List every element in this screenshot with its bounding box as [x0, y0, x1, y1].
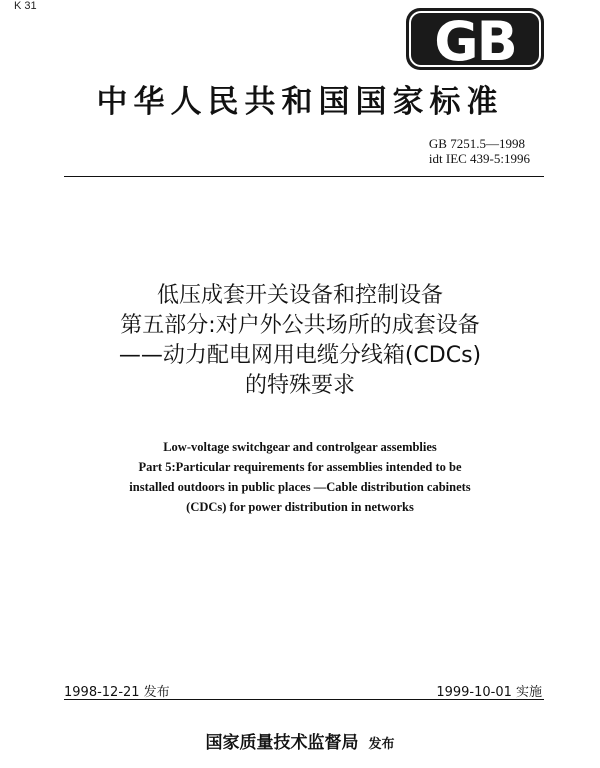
ics-classification [14, 0, 37, 12]
english-title-line-3: installed outdoors in public places —Cable distribution cabinets [129, 480, 471, 494]
top-divider [64, 176, 544, 177]
issuer-action: 发布 [368, 737, 395, 752]
classification-code: K 31 [14, 0, 37, 12]
english-title-line-2: Part 5:Particular requirements for assemblies intended to be [138, 460, 462, 474]
english-title [0, 437, 600, 517]
english-title-line-1: Low-voltage switchgear and controlgear assemblies [163, 440, 437, 454]
organization-title: 中华人民共和国国家标准 [96, 84, 504, 120]
gb-logo [404, 4, 546, 74]
standard-numbers [429, 136, 530, 166]
gb-logo-text: GB [434, 10, 516, 73]
issuing-authority [0, 728, 600, 753]
chinese-title-line-4: 的特殊要求 [244, 373, 355, 398]
issue-date: 1998-12-21 发布 [64, 685, 170, 700]
standard-number: GB 7251.5—1998 [428, 136, 525, 151]
standard-idt: idt IEC 439-5:1996 [428, 151, 530, 166]
implementation-date: 1999-10-01 实施 [436, 685, 542, 700]
chinese-title-line-1: 低压成套开关设备和控制设备 [156, 283, 443, 308]
bottom-divider [64, 699, 544, 700]
chinese-title-line-3: ——动力配电网用电缆分线箱(CDCs) [118, 343, 482, 368]
english-title-line-4: (CDCs) for power distribution in networks [186, 500, 414, 514]
issuer-name: 国家质量技术监督局 [205, 733, 359, 753]
chinese-title [0, 281, 600, 401]
chinese-title-line-2: 第五部分:对户外公共场所的成套设备 [120, 313, 480, 338]
